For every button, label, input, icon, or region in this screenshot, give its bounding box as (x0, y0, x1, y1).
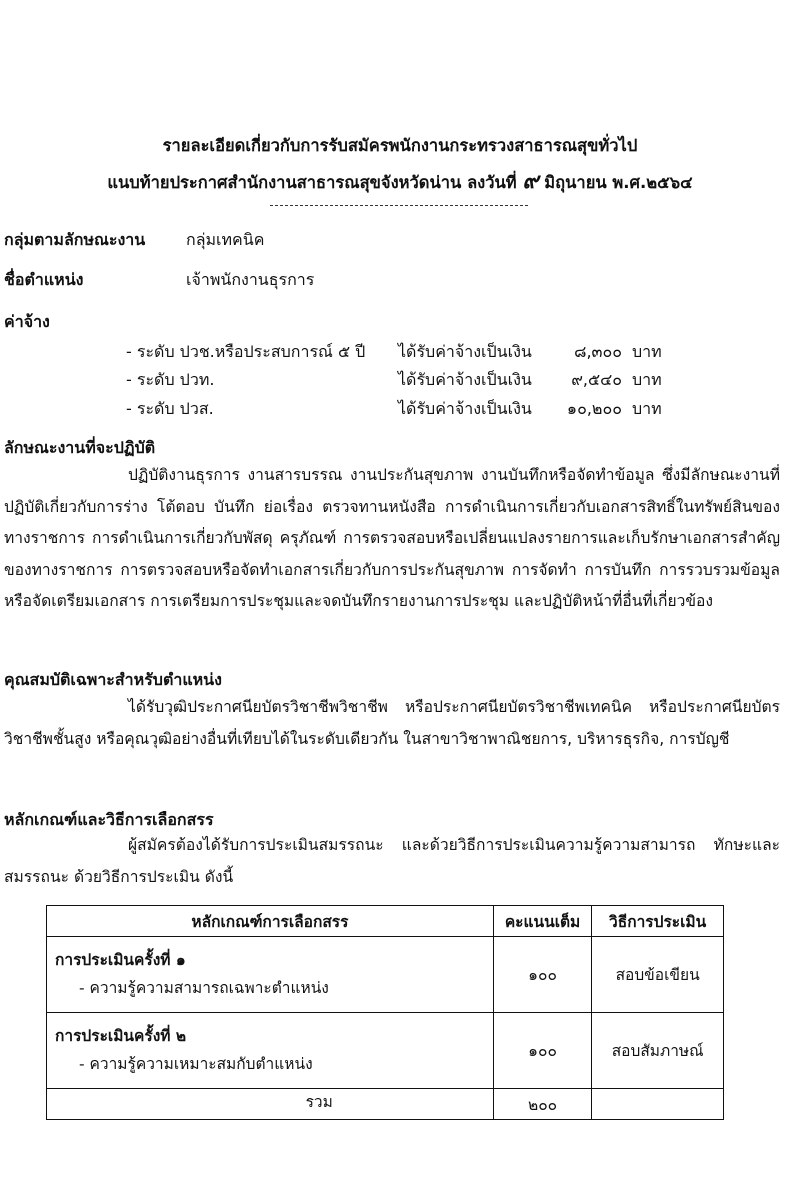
round-title: การประเมินครั้งที่ ๒ (55, 1027, 187, 1045)
method-cell: สอบข้อเขียน (592, 937, 724, 1013)
wage-row (126, 397, 686, 419)
round-title: การประเมินครั้งที่ ๑ (55, 951, 186, 969)
duties-text: ปฏิบัติงานธุรการ งานสารบรรณ งานประกันสุขภาพ งานบันทึกหรือจัดทำข้อมูล ซึ่งมีลักษณะงานที่ปฏิบัติเกี่ยวกับการร่าง โต้ตอบ บันทึก ย่อเรื่อง ตรวจทานหนังสือ การดำเนินการเกี่ยวกับเอกสารสิทธิ์ในทรัพย์สินของทางราชการ การดำเนินการเกี่ยวกับพัสดุ ครุภัณฑ์ การตรวจสอบหรือเปลี่ยนแปลงรายการและเก็บรักษาเอกสารสำคัญของทางราชการ การตรวจสอบหรือจัดทำเอกสารเกี่ยวกับการประกันสุขภาพ การจัดทำ การบันทึก การรวบรวมข้อมูลหรือจัดเตรียมเอกสาร การเตรียมการประชุมและจดบันทึกรายงานการประชุม และปฏิบัติหน้าที่อื่นที่เกี่ยวข้อง (4, 466, 780, 610)
score-cell: ๑๐๐ (493, 937, 591, 1013)
column-header-score: คะแนนเต็ม (493, 906, 591, 937)
method-cell: สอบสัมภาษณ์ (592, 1013, 724, 1089)
subtitle-prefix: แนบท้ายประกาศสำนักงานสาธารณสุขจังหวัดน่าน ลงวันที่ (107, 173, 517, 192)
date-day: ๙ (522, 168, 539, 194)
total-score: ๒๐๐ (493, 1089, 591, 1120)
wage-level: - ระดับ ปวช.หรือประสบการณ์ ๕ ปี (126, 342, 366, 361)
table-row (47, 937, 724, 1013)
selection-heading: หลักเกณฑ์และวิธีการเลือกสรร (4, 810, 214, 829)
wage-level: - ระดับ ปวส. (126, 399, 214, 418)
wages-heading: ค่าจ้าง (4, 312, 50, 331)
date-month-year: มิถุนายน พ.ศ.๒๕๖๔ (544, 173, 693, 192)
wage-text: ได้รับค่าจ้างเป็นเงิน (398, 342, 532, 361)
wage-row (126, 340, 686, 362)
wage-amount: ๘,๓๐๐ (574, 342, 622, 361)
title-divider (270, 205, 528, 206)
wage-unit: บาท (632, 342, 662, 361)
group-value: กลุ่มเทคนิค (186, 230, 265, 249)
wage-row (126, 368, 686, 390)
selection-text: ผู้สมัครต้องได้รับการประเมินสมรรถนะ และด้วยวิธีการประเมินความรู้ความสามารถ ทักษะและสมรรถนะ ด้วยวิธีการประเมิน ดังนี้ (4, 836, 780, 886)
wage-unit: บาท (632, 399, 662, 418)
total-method-empty (592, 1089, 724, 1120)
wage-amount: ๙,๕๔๐ (571, 370, 622, 389)
position-title-label: ชื่อตำแหน่ง (4, 270, 84, 289)
qualifications-heading: คุณสมบัติเฉพาะสำหรับตำแหน่ง (4, 670, 222, 689)
criteria-cell (47, 1013, 494, 1089)
selection-criteria-table (46, 905, 724, 1120)
criteria-cell (47, 937, 494, 1013)
wage-text: ได้รับค่าจ้างเป็นเงิน (398, 399, 532, 418)
qualifications-text: ได้รับวุฒิประกาศนียบัตรวิชาชีพวิชาชีพ หรือประกาศนียบัตรวิชาชีพเทคนิค หรือประกาศนียบัตรวิชาชีพชั้นสูง หรือคุณวุฒิอย่างอื่นที่เทียบได้ในระดับเดียวกัน ในสาขาวิชาพาณิชยการ, บริหารธุรกิจ, การบัญชี (4, 698, 780, 748)
round-item: - ความรู้ความสามารถเฉพาะตำแหน่ง (79, 979, 329, 997)
score-cell: ๑๐๐ (493, 1013, 591, 1089)
document-title: รายละเอียดเกี่ยวกับการรับสมัครพนักงานกระทรวงสาธารณสุขทั่วไป (162, 136, 638, 155)
wage-level: - ระดับ ปวท. (126, 370, 215, 389)
document-subtitle (0, 163, 800, 198)
wage-unit: บาท (632, 370, 662, 389)
wage-amount: ๑๐,๒๐๐ (566, 399, 622, 418)
duties-heading: ลักษณะงานที่จะปฏิบัติ (4, 438, 156, 457)
round-item: - ความรู้ความเหมาะสมกับตำแหน่ง (79, 1055, 313, 1073)
total-label: รวม (47, 1089, 494, 1120)
column-header-method: วิธีการประเมิน (592, 906, 724, 937)
column-header-criteria: หลักเกณฑ์การเลือกสรร (47, 906, 494, 937)
table-row (47, 1013, 724, 1089)
position-title-value: เจ้าพนักงานธุรการ (186, 270, 315, 289)
table-header-row (47, 906, 724, 937)
wage-text: ได้รับค่าจ้างเป็นเงิน (398, 370, 532, 389)
group-label: กลุ่มตามลักษณะงาน (4, 230, 146, 249)
table-total-row (47, 1089, 724, 1120)
